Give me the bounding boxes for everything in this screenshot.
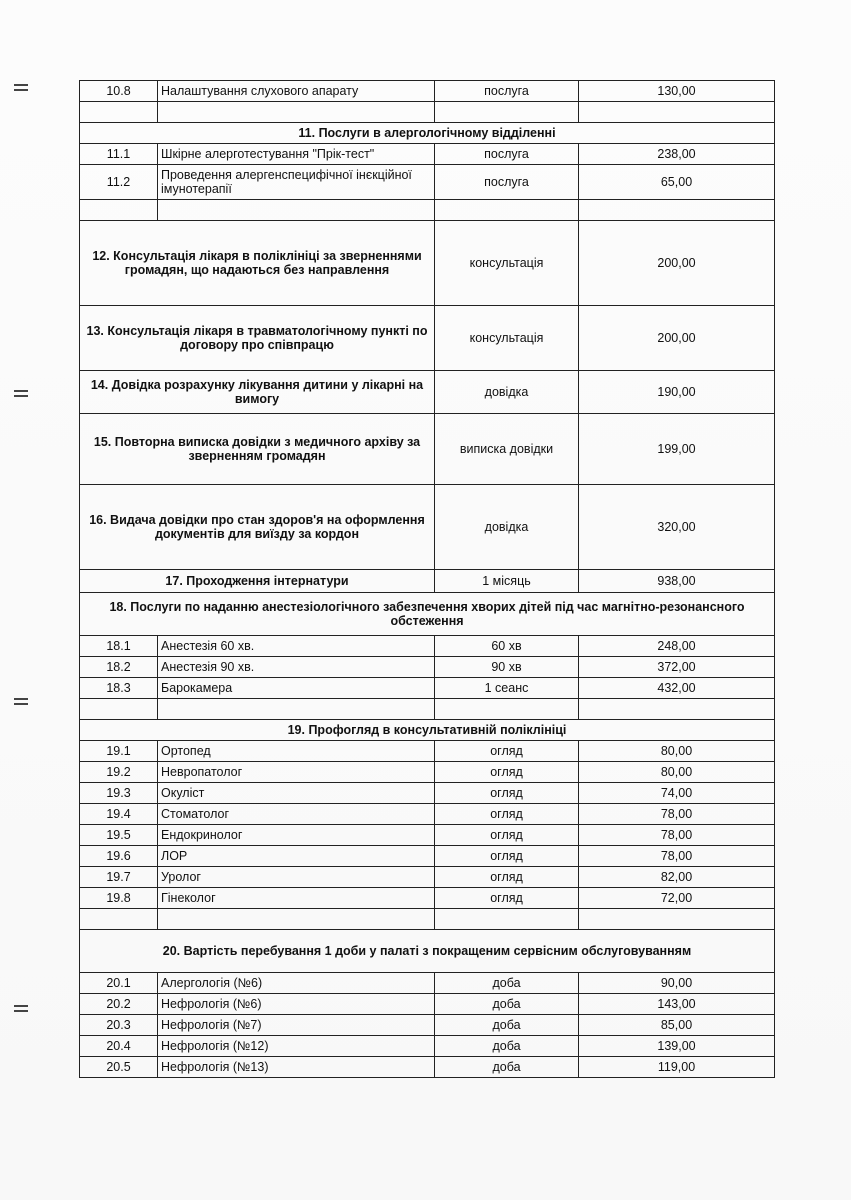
table-row	[80, 804, 775, 825]
item-name: Невропатолог	[158, 762, 435, 783]
table-row	[80, 973, 775, 994]
item-price: 72,00	[579, 888, 775, 909]
item-number: 19.3	[80, 783, 158, 804]
item-price: 90,00	[579, 973, 775, 994]
service-row	[80, 221, 775, 306]
item-name: Нефрологія (№13)	[158, 1057, 435, 1078]
table-row	[80, 762, 775, 783]
item-price: 238,00	[579, 144, 775, 165]
item-number: 18.1	[80, 636, 158, 657]
service-title: 13. Консультація лікаря в травматологічному пункті по договору про співпрацю	[80, 306, 435, 371]
item-name: Стоматолог	[158, 804, 435, 825]
item-name: Ортопед	[158, 741, 435, 762]
item-number: 11.2	[80, 165, 158, 200]
table-row	[80, 783, 775, 804]
item-number: 18.2	[80, 657, 158, 678]
item-price: 130,00	[579, 81, 775, 102]
item-number: 11.1	[80, 144, 158, 165]
item-number: 18.3	[80, 678, 158, 699]
item-price: 119,00	[579, 1057, 775, 1078]
item-unit: послуга	[435, 165, 579, 200]
item-unit: огляд	[435, 804, 579, 825]
service-title: 14. Довідка розрахунку лікування дитини у лікарні на вимогу	[80, 371, 435, 414]
table-row	[80, 657, 775, 678]
table-row	[80, 1057, 775, 1078]
item-number: 19.4	[80, 804, 158, 825]
service-row	[80, 371, 775, 414]
binder-hole-mark	[14, 698, 28, 710]
section-row	[80, 930, 775, 973]
item-price: 80,00	[579, 741, 775, 762]
blank-row	[80, 102, 775, 123]
item-price: 372,00	[579, 657, 775, 678]
item-unit: 1 сеанс	[435, 678, 579, 699]
binder-hole-mark	[14, 390, 28, 402]
item-number: 20.2	[80, 994, 158, 1015]
blank-row	[80, 909, 775, 930]
section-title: 11. Послуги в алергологічному відділенні	[80, 123, 775, 144]
item-unit: доба	[435, 973, 579, 994]
table-row	[80, 1036, 775, 1057]
service-unit: довідка	[435, 485, 579, 570]
item-name: Нефрологія (№6)	[158, 994, 435, 1015]
item-name: Уролог	[158, 867, 435, 888]
item-name: Анестезія 60 хв.	[158, 636, 435, 657]
table-row	[80, 144, 775, 165]
service-title: 16. Видача довідки про стан здоров'я на оформлення документів для виїзду за кордон	[80, 485, 435, 570]
item-name: Анестезія 90 хв.	[158, 657, 435, 678]
service-row	[80, 306, 775, 371]
item-price: 432,00	[579, 678, 775, 699]
item-unit: огляд	[435, 825, 579, 846]
service-title: 12. Консультація лікаря в поліклініці за зверненнями громадян, що надаються без направлення	[80, 221, 435, 306]
binder-hole-mark	[14, 84, 28, 96]
item-number: 20.3	[80, 1015, 158, 1036]
item-unit: огляд	[435, 888, 579, 909]
binder-hole-mark	[14, 1005, 28, 1017]
item-unit: огляд	[435, 762, 579, 783]
item-name: Гінеколог	[158, 888, 435, 909]
item-name: Ендокринолог	[158, 825, 435, 846]
section-title: 18. Послуги по наданню анестезіологічного забезпечення хворих дітей під час магнітно-резонансного обстеження	[80, 593, 775, 636]
item-number: 20.4	[80, 1036, 158, 1057]
item-name: Барокамера	[158, 678, 435, 699]
item-price: 78,00	[579, 804, 775, 825]
table-row	[80, 846, 775, 867]
service-title: 17. Проходження інтернатури	[80, 570, 435, 593]
item-name: Проведення алергенспецифічної інєкційної імунотерапії	[158, 165, 435, 200]
item-number: 19.5	[80, 825, 158, 846]
item-name: Налаштування слухового апарату	[158, 81, 435, 102]
item-number: 19.8	[80, 888, 158, 909]
item-name: Окуліст	[158, 783, 435, 804]
item-unit: доба	[435, 1015, 579, 1036]
table-row	[80, 1015, 775, 1036]
item-price: 78,00	[579, 846, 775, 867]
item-price: 143,00	[579, 994, 775, 1015]
item-unit: послуга	[435, 81, 579, 102]
item-number: 19.1	[80, 741, 158, 762]
item-number: 19.6	[80, 846, 158, 867]
item-unit: огляд	[435, 741, 579, 762]
table-row	[80, 825, 775, 846]
item-unit: доба	[435, 994, 579, 1015]
item-price: 248,00	[579, 636, 775, 657]
price-list-table	[79, 80, 775, 1078]
item-number: 19.2	[80, 762, 158, 783]
item-name: Алергологія (№6)	[158, 973, 435, 994]
item-name: Нефрологія (№12)	[158, 1036, 435, 1057]
item-name: ЛОР	[158, 846, 435, 867]
table-row	[80, 165, 775, 200]
item-unit: послуга	[435, 144, 579, 165]
item-name: Нефрологія (№7)	[158, 1015, 435, 1036]
service-price: 200,00	[579, 306, 775, 371]
section-row	[80, 123, 775, 144]
service-row	[80, 570, 775, 593]
service-price: 938,00	[579, 570, 775, 593]
table-row	[80, 741, 775, 762]
item-number: 10.8	[80, 81, 158, 102]
service-unit: довідка	[435, 371, 579, 414]
section-row	[80, 720, 775, 741]
item-price: 139,00	[579, 1036, 775, 1057]
item-unit: доба	[435, 1057, 579, 1078]
table-row	[80, 867, 775, 888]
table-row	[80, 994, 775, 1015]
service-unit: консультація	[435, 221, 579, 306]
item-unit: огляд	[435, 867, 579, 888]
item-price: 85,00	[579, 1015, 775, 1036]
item-unit: огляд	[435, 846, 579, 867]
service-price: 320,00	[579, 485, 775, 570]
blank-row	[80, 699, 775, 720]
table-row	[80, 81, 775, 102]
section-title: 20. Вартість перебування 1 доби у палаті з покращеним сервісним обслуговуванням	[80, 930, 775, 973]
service-title: 15. Повторна виписка довідки з медичного архіву за зверненням громадян	[80, 414, 435, 485]
service-unit: консультація	[435, 306, 579, 371]
table-row	[80, 678, 775, 699]
blank-row	[80, 200, 775, 221]
item-price: 74,00	[579, 783, 775, 804]
service-price: 199,00	[579, 414, 775, 485]
item-name: Шкірне алерготестування "Прік-тест"	[158, 144, 435, 165]
service-price: 200,00	[579, 221, 775, 306]
item-unit: 90 хв	[435, 657, 579, 678]
section-row	[80, 593, 775, 636]
service-unit: виписка довідки	[435, 414, 579, 485]
table-row	[80, 636, 775, 657]
service-row	[80, 414, 775, 485]
table-row	[80, 888, 775, 909]
service-price: 190,00	[579, 371, 775, 414]
item-price: 80,00	[579, 762, 775, 783]
item-number: 20.5	[80, 1057, 158, 1078]
item-number: 20.1	[80, 973, 158, 994]
item-number: 19.7	[80, 867, 158, 888]
section-title: 19. Профогляд в консультативній поліклініці	[80, 720, 775, 741]
item-unit: доба	[435, 1036, 579, 1057]
item-price: 82,00	[579, 867, 775, 888]
item-unit: 60 хв	[435, 636, 579, 657]
service-unit: 1 місяць	[435, 570, 579, 593]
service-row	[80, 485, 775, 570]
item-price: 78,00	[579, 825, 775, 846]
item-price: 65,00	[579, 165, 775, 200]
item-unit: огляд	[435, 783, 579, 804]
